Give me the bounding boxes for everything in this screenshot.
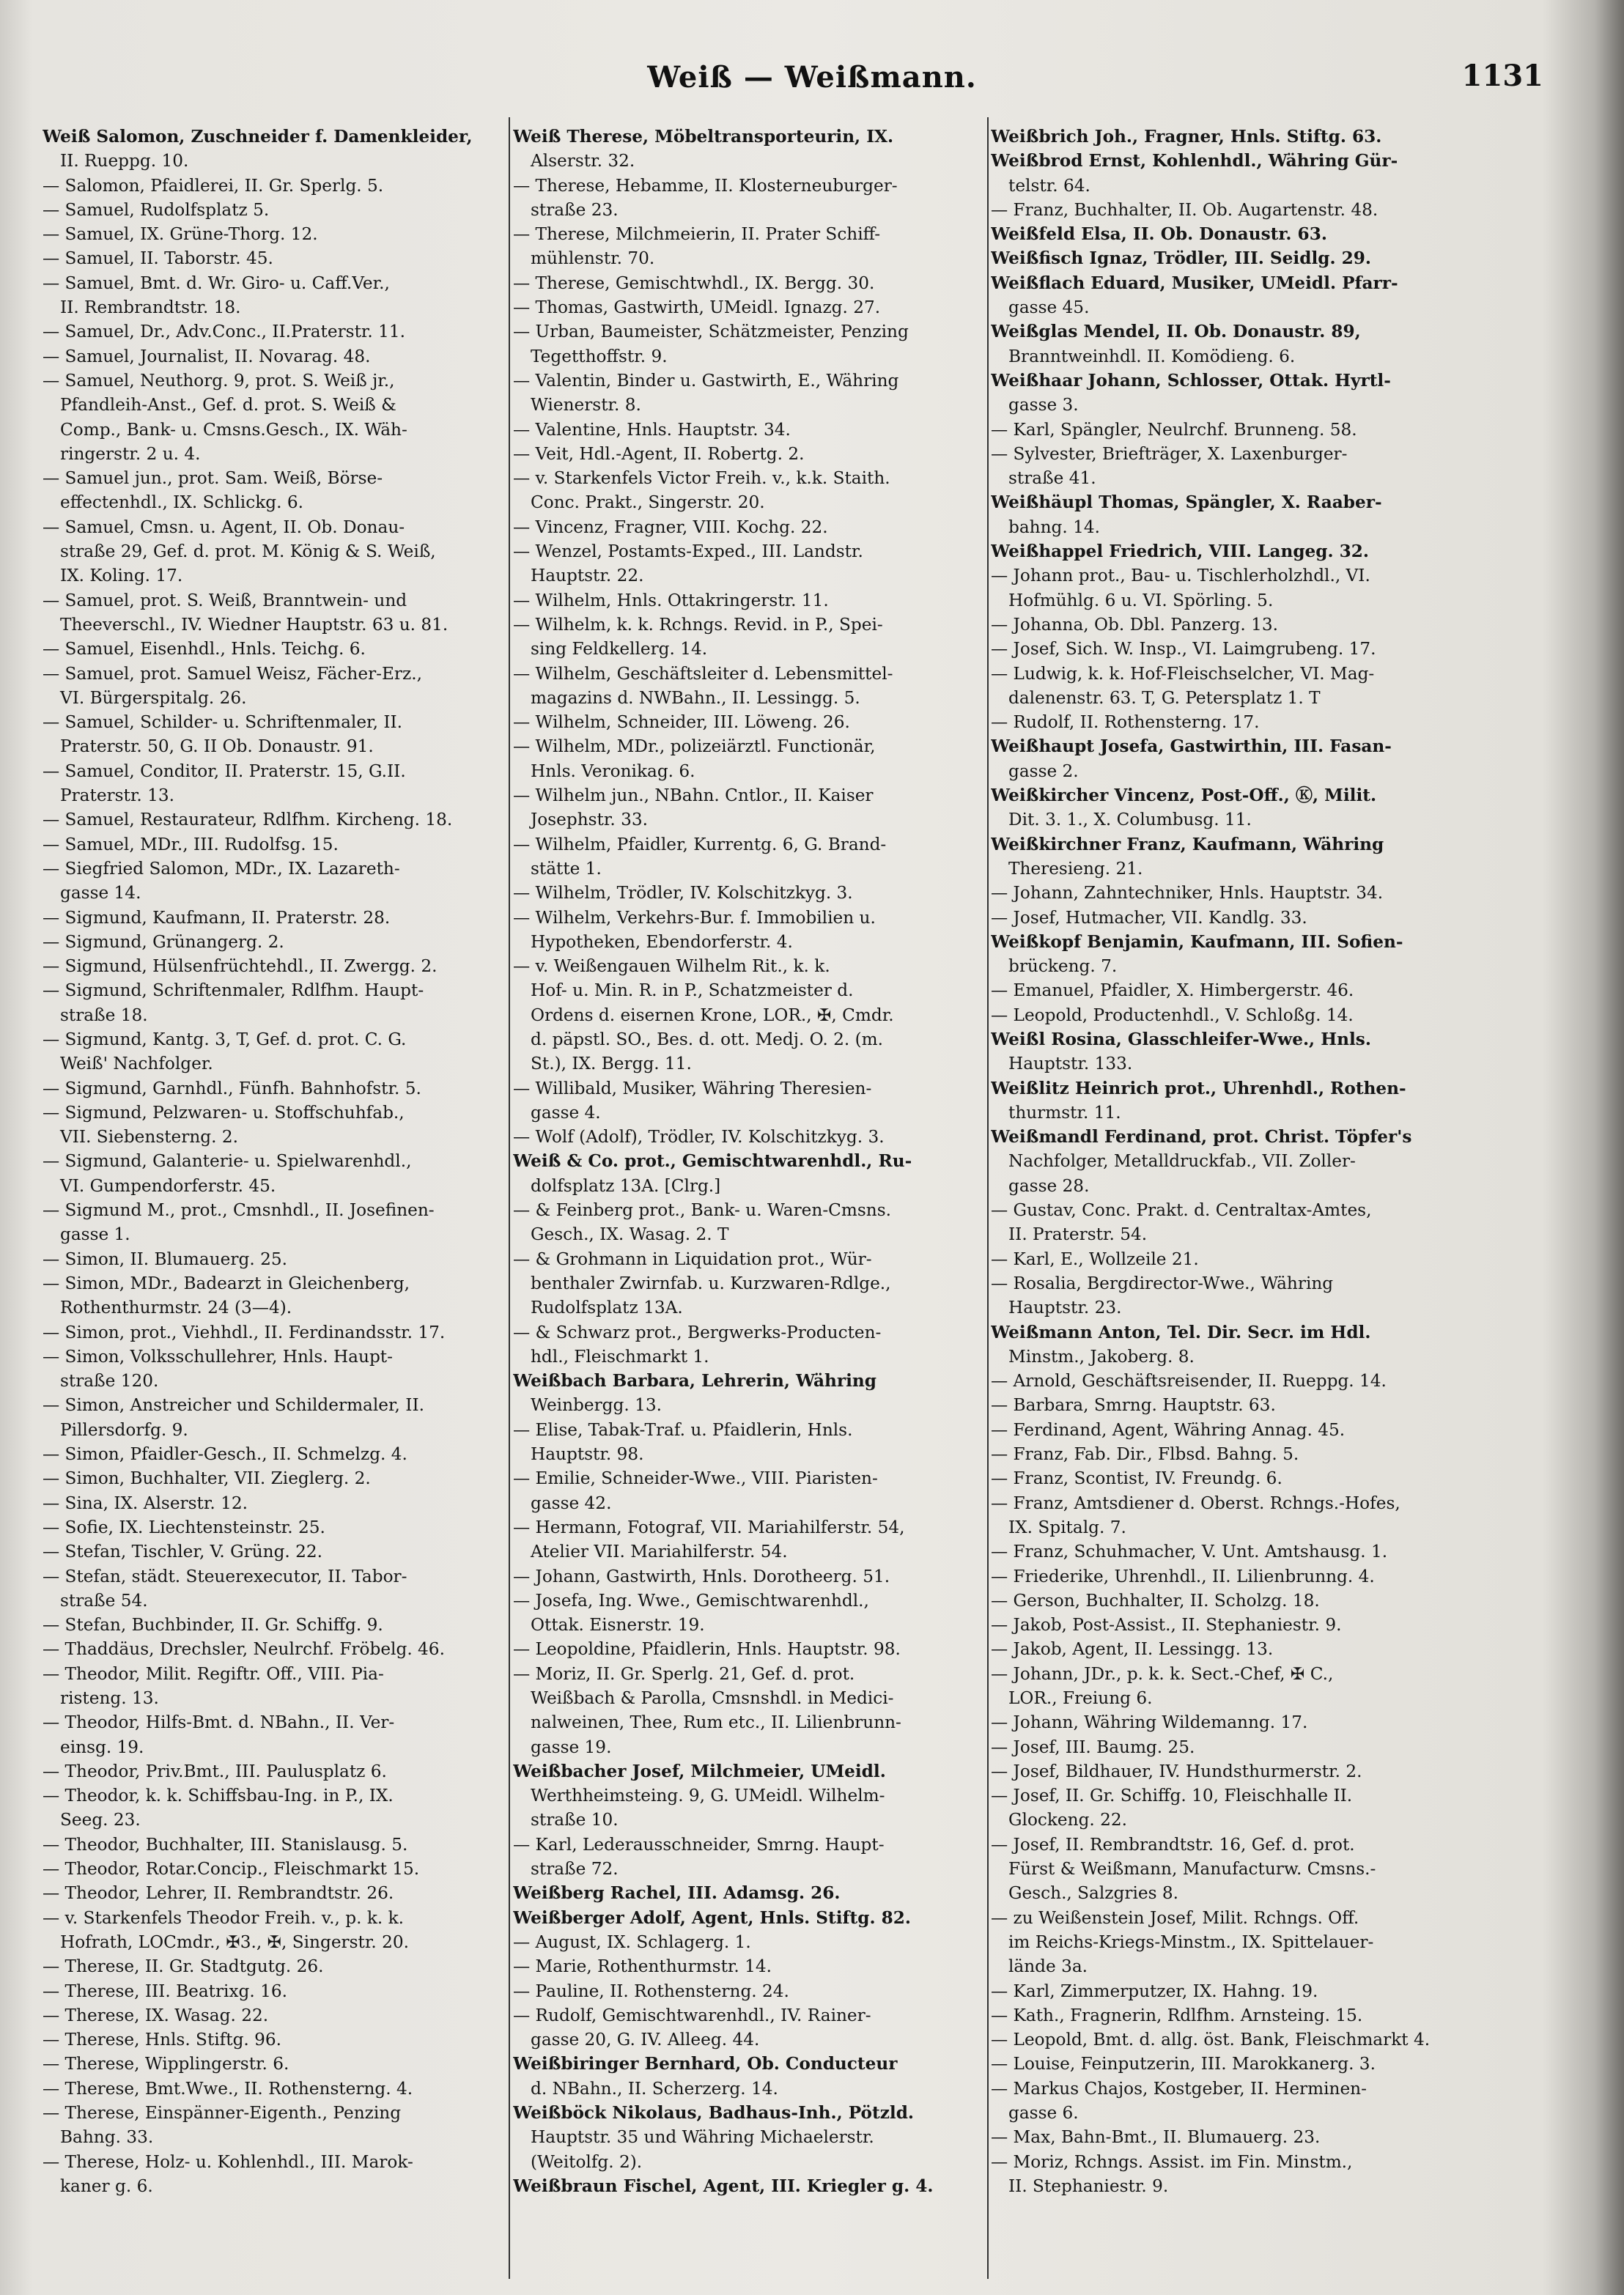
entry-continuation-line: d. NBahn., II. Scherzerg. 14. [531, 2078, 778, 2099]
entry-continuation-line: straße 72. [531, 1859, 619, 1880]
entry-continuation-line: Hofrath, LOCmdr., ✠3., ✠, Singerstr. 20. [60, 1932, 410, 1952]
entry-continuation-line: Hauptstr. 23. [1008, 1298, 1122, 1318]
entry-continuation-line: Wienerstr. 8. [531, 395, 641, 415]
entry-heading-line: Weißfisch Ignaz, Trödler, III. Seidlg. 29. [991, 248, 1371, 269]
entry-continuation-line: lände 3a. [1008, 1956, 1088, 1977]
entry-continuation-line: telstr. 64. [1008, 175, 1090, 196]
entry-line: — Gerson, Buchhalter, II. Scholzg. 18. [991, 1590, 1320, 1611]
entry-line: — Salomon, Pfaidlerei, II. Gr. Sperlg. 5. [43, 175, 384, 196]
entry-heading-line: Weißhäupl Thomas, Spängler, X. Raaber- [991, 492, 1382, 513]
entry-line: — Samuel, Bmt. d. Wr. Giro- u. Caff.Ver., [43, 273, 390, 293]
entry-heading-line: Weißkopf Benjamin, Kaufmann, III. Sofien- [991, 931, 1403, 952]
entry-line: — Theodor, Buchhalter, III. Stanislausg. 5. [43, 1834, 408, 1855]
entry-heading-line: Weißfeld Elsa, II. Ob. Donaustr. 63. [991, 224, 1327, 245]
entry-line: — Simon, prot., Viehhdl., II. Ferdinandsstr. 17. [43, 1322, 446, 1342]
entry-line: — Sigmund, Grünangerg. 2. [43, 931, 284, 952]
entry-line: — Urban, Baumeister, Schätzmeister, Penzing [513, 322, 909, 342]
entry-continuation-line: Hauptstr. 133. [1008, 1054, 1133, 1074]
entry-continuation-line: gasse 28. [1008, 1175, 1090, 1196]
entry-line: — Theodor, k. k. Schiffsbau-Ing. in P., IX. [43, 1786, 394, 1806]
entry-line: — Wolf (Adolf), Trödler, IV. Kolschitzkyg. 3. [513, 1127, 885, 1148]
entry-continuation-line: straße 41. [1008, 468, 1096, 489]
entry-line: — Rosalia, Bergdirector-Wwe., Währing [991, 1273, 1334, 1293]
entry-line: — Leopold, Productenhdl., V. Schloßg. 14. [991, 1005, 1354, 1025]
entry-continuation-line: Praterstr. 50, G. II Ob. Donaustr. 91. [60, 736, 374, 757]
entry-line: — Sina, IX. Alserstr. 12. [43, 1493, 248, 1513]
entry-line: — Leopold, Bmt. d. allg. öst. Bank, Fleischmarkt 4. [991, 2030, 1431, 2050]
entry-line: — Arnold, Geschäftsreisender, II. Rueppg. 14. [991, 1371, 1387, 1392]
entry-line: — Samuel, Conditor, II. Praterstr. 15, G.II. [43, 761, 406, 781]
entry-continuation-line: II. Rembrandtstr. 18. [60, 298, 241, 318]
entry-continuation-line: gasse 4. [531, 1102, 601, 1123]
entry-line: — Gustav, Conc. Prakt. d. Centraltax-Amtes, [991, 1200, 1372, 1221]
entry-line: — Wilhelm, Hnls. Ottakringerstr. 11. [513, 590, 829, 610]
entry-continuation-line: Gesch., Salzgries 8. [1008, 1883, 1178, 1904]
entry-line: — Stefan, städt. Steuerexecutor, II. Tabor- [43, 1566, 407, 1586]
entry-line: — Louise, Feinputzerin, III. Marokkanerg. 3. [991, 2054, 1376, 2074]
entry-continuation-line: IX. Spitalg. 7. [1008, 1517, 1126, 1537]
entry-continuation-line: Werthheimsteing. 9, G. UMeidl. Wilhelm- [531, 1786, 885, 1806]
entry-continuation-line: gasse 45. [1008, 298, 1090, 318]
entry-line: — Johann, Zahntechniker, Hnls. Hauptstr. 34. [991, 883, 1384, 903]
entry-line: — Rudolf, Gemischtwarenhdl., IV. Rainer- [513, 2005, 871, 2025]
entry-continuation-line: Glockeng. 22. [1008, 1810, 1128, 1830]
entry-line: — Samuel, II. Taborstr. 45. [43, 248, 273, 269]
entry-line: — Therese, Hnls. Stiftg. 96. [43, 2030, 282, 2050]
entry-line: — Therese, Milchmeierin, II. Prater Schiff- [513, 224, 881, 245]
entry-heading-line: Weißbiringer Bernhard, Ob. Conducteur [513, 2054, 898, 2074]
entry-continuation-line: effectenhdl., IX. Schlickg. 6. [60, 492, 303, 513]
entry-continuation-line: magazins d. NWBahn., II. Lessingg. 5. [531, 687, 860, 708]
entry-line: — Josef, Bildhauer, IV. Hundsthurmerstr. 2. [991, 1761, 1362, 1781]
entry-line: — Therese, Holz- u. Kohlenhdl., III. Marok- [43, 2151, 413, 2172]
entry-heading-line: Weißflach Eduard, Musiker, UMeidl. Pfarr- [991, 273, 1398, 293]
entry-line: — Elise, Tabak-Traf. u. Pfaidlerin, Hnls. [513, 1419, 853, 1440]
entry-heading-line: Weiß Salomon, Zuschneider f. Damenkleider, [43, 127, 473, 147]
entry-line: — Franz, Fab. Dir., Flbsd. Bahng. 5. [991, 1444, 1299, 1465]
entry-line: — Ferdinand, Agent, Währing Annag. 45. [991, 1419, 1346, 1440]
entry-continuation-line: Branntweinhdl. II. Komödieng. 6. [1008, 346, 1296, 366]
entry-continuation-line: gasse 1. [60, 1224, 130, 1245]
entry-heading-line: Weißkirchner Franz, Kaufmann, Währing [991, 834, 1384, 854]
entry-line: — Johann, JDr., p. k. k. Sect.-Chef, ✠ C., [991, 1663, 1334, 1684]
page-number: 1131 [1461, 59, 1543, 93]
entry-continuation-line: gasse 19. [531, 1737, 612, 1757]
entry-continuation-line: straße 18. [60, 1005, 148, 1025]
entry-continuation-line: Theresieng. 21. [1008, 858, 1143, 879]
entry-line: — August, IX. Schlagerg. 1. [513, 1932, 751, 1952]
entry-continuation-line: straße 120. [60, 1371, 159, 1392]
entry-line: — Stefan, Buchbinder, II. Gr. Schiffg. 9. [43, 1615, 383, 1636]
entry-line: — Sigmund, Hülsenfrüchtehdl., II. Zwergg. 2. [43, 956, 438, 977]
entry-line: — Jakob, Post-Assist., II. Stephaniestr. 9. [991, 1615, 1342, 1636]
entry-line: — Samuel jun., prot. Sam. Weiß, Börse- [43, 468, 383, 489]
entry-continuation-line: LOR., Freiung 6. [1008, 1688, 1153, 1708]
entry-line: — Kath., Fragnerin, Rdlfhm. Arnsteing. 15. [991, 2005, 1363, 2025]
entry-line: — Samuel, prot. S. Weiß, Branntwein- und [43, 590, 407, 610]
entry-line: — Valentine, Hnls. Hauptstr. 34. [513, 419, 791, 440]
entry-heading-line: Weiß Therese, Möbeltransporteurin, IX. [513, 127, 894, 147]
entry-line: — Josef, Hutmacher, VII. Kandlg. 33. [991, 907, 1307, 928]
entry-continuation-line: thurmstr. 11. [1008, 1102, 1121, 1123]
entry-line: — Samuel, Neuthorg. 9, prot. S. Weiß jr., [43, 370, 395, 391]
entry-line: — Ludwig, k. k. Hof-Fleischselcher, VI. Mag- [991, 663, 1375, 684]
entry-line: — Simon, Pfaidler-Gesch., II. Schmelzg. 4. [43, 1444, 407, 1465]
entry-line: — v. Weißengauen Wilhelm Rit., k. k. [513, 956, 830, 977]
directory-column-2 [513, 125, 989, 2198]
entry-line: — Wilhelm, Geschäftsleiter d. Lebensmittel- [513, 663, 893, 684]
entry-continuation-line: straße 29, Gef. d. prot. M. König & S. Weiß, [60, 542, 436, 562]
entry-line: — Johann prot., Bau- u. Tischlerholzhdl., VI. [991, 566, 1370, 586]
entry-line: — Siegfried Salomon, MDr., IX. Lazareth- [43, 858, 400, 879]
entry-continuation-line: Weinbergg. 13. [531, 1395, 662, 1416]
entry-continuation-line: VII. Siebensterng. 2. [60, 1127, 238, 1148]
entry-line: — Sigmund M., prot., Cmsnhdl., II. Josefinen- [43, 1200, 435, 1221]
entry-line: — Pauline, II. Rothensterng. 24. [513, 1981, 789, 2001]
entry-line: — Barbara, Smrng. Hauptstr. 63. [991, 1395, 1276, 1416]
entry-continuation-line: VI. Bürgerspitalg. 26. [60, 687, 247, 708]
entry-continuation-line: Weiß' Nachfolger. [60, 1054, 213, 1074]
entry-line: — Franz, Amtsdiener d. Oberst. Rchngs.-Hofes, [991, 1493, 1400, 1513]
entry-line: — Therese, Hebamme, II. Klosterneuburger- [513, 175, 898, 196]
entry-line: — Moriz, Rchngs. Assist. im Fin. Minstm., [991, 2151, 1353, 2172]
entry-line: — Sofie, IX. Liechtensteinstr. 25. [43, 1517, 325, 1537]
entry-line: — & Feinberg prot., Bank- u. Waren-Cmsns. [513, 1200, 892, 1221]
entry-continuation-line: bahng. 14. [1008, 517, 1100, 537]
entry-line: — Samuel, Rudolfsplatz 5. [43, 199, 270, 220]
entry-line: — Rudolf, II. Rothensterng. 17. [991, 712, 1260, 733]
entry-line: — Samuel, IX. Grüne-Thorg. 12. [43, 224, 318, 245]
entry-line: — Karl, Lederausschneider, Smrng. Haupt- [513, 1834, 885, 1855]
entry-line: — Therese, III. Beatrixg. 16. [43, 1981, 288, 2001]
entry-heading-line: Weißbrod Ernst, Kohlenhdl., Währing Gür- [991, 151, 1398, 171]
entry-line: — Franz, Scontist, IV. Freundg. 6. [991, 1468, 1282, 1489]
entry-heading-line: Weißmann Anton, Tel. Dir. Secr. im Hdl. [991, 1322, 1371, 1342]
entry-line: — Marie, Rothenthurmstr. 14. [513, 1956, 772, 1977]
entry-line: — Sigmund, Schriftenmaler, Rdlfhm. Haupt- [43, 980, 424, 1001]
entry-line: — v. Starkenfels Theodor Freih. v., p. k. k. [43, 1907, 405, 1928]
directory-column-3 [991, 125, 1460, 2198]
entry-line: — Sigmund, Kantg. 3, T, Gef. d. prot. C. G. [43, 1029, 407, 1049]
entry-heading-line: Weißmandl Ferdinand, prot. Christ. Töpfer's [991, 1127, 1412, 1148]
entry-line: — Johanna, Ob. Dbl. Panzerg. 13. [991, 614, 1278, 635]
entry-heading-line: Weißkircher Vincenz, Post-Off., Ⓚ, Milit. [991, 786, 1377, 806]
entry-continuation-line: im Reichs-Kriegs-Minstm., IX. Spittelauer- [1008, 1932, 1374, 1952]
entry-line: — Leopoldine, Pfaidlerin, Hnls. Hauptstr. 98. [513, 1639, 901, 1660]
entry-line: — Sigmund, Galanterie- u. Spielwarenhdl., [43, 1151, 412, 1172]
entry-continuation-line: kaner g. 6. [60, 2176, 153, 2196]
entry-continuation-line: Rudolfsplatz 13A. [531, 1298, 683, 1318]
entry-line: — Friederike, Uhrenhdl., II. Lilienbrunng. 4. [991, 1566, 1375, 1586]
entry-continuation-line: Theeverschl., IV. Wiedner Hauptstr. 63 u. 81. [60, 614, 449, 635]
entry-continuation-line: Minstm., Jakoberg. 8. [1008, 1346, 1195, 1367]
entry-continuation-line: St.), IX. Bergg. 11. [531, 1054, 692, 1074]
entry-line: — Josef, II. Gr. Schiffg. 10, Fleischhalle II. [991, 1786, 1353, 1806]
entry-line: — Vincenz, Fragner, VIII. Kochg. 22. [513, 517, 828, 537]
entry-line: — Theodor, Rotar.Concip., Fleischmarkt 15. [43, 1859, 420, 1880]
entry-continuation-line: Bahng. 33. [60, 2127, 154, 2148]
entry-line: — Therese, IX. Wasag. 22. [43, 2005, 269, 2025]
entry-line: — Johann, Währing Wildemanng. 17. [991, 1712, 1308, 1733]
entry-continuation-line: d. päpstl. SO., Bes. d. ott. Medj. O. 2. (m. [531, 1029, 883, 1049]
entry-line: — Wilhelm, Verkehrs-Bur. f. Immobilien u. [513, 907, 876, 928]
entry-line: — Samuel, Journalist, II. Novarag. 48. [43, 346, 371, 366]
entry-continuation-line: VI. Gumpendorferstr. 45. [60, 1175, 276, 1196]
entry-line: — & Grohmann in Liquidation prot., Wür- [513, 1249, 872, 1269]
entry-continuation-line: dolfsplatz 13A. [Clrg.] [531, 1175, 721, 1196]
entry-line: — Josef, II. Rembrandtstr. 16, Gef. d. prot. [991, 1834, 1355, 1855]
entry-continuation-line: nalweinen, Thee, Rum etc., II. Lilienbrunn- [531, 1712, 901, 1733]
entry-continuation-line: Hof- u. Min. R. in P., Schatzmeister d. [531, 980, 854, 1001]
entry-line: — Therese, Einspänner-Eigenth., Penzing [43, 2103, 402, 2124]
entry-line: — Samuel, Dr., Adv.Conc., II.Praterstr. 11. [43, 322, 406, 342]
entry-line: — Samuel, MDr., III. Rudolfsg. 15. [43, 834, 339, 854]
entry-line: — Max, Bahn-Bmt., II. Blumauerg. 23. [991, 2127, 1321, 2148]
entry-continuation-line: (Weitolfg. 2). [531, 2151, 643, 2172]
entry-line: — Wilhelm jun., NBahn. Cntlor., II. Kaiser [513, 786, 874, 806]
entry-heading-line: Weißbrich Joh., Fragner, Hnls. Stiftg. 63. [991, 127, 1382, 147]
entry-line: — Samuel, Schilder- u. Schriftenmaler, II. [43, 712, 403, 733]
entry-heading-line: Weißberg Rachel, III. Adamsg. 26. [513, 1883, 841, 1904]
entry-line: — Samuel, prot. Samuel Weisz, Fächer-Erz., [43, 663, 422, 684]
entry-continuation-line: gasse 6. [1008, 2103, 1079, 2124]
entry-line: — Wilhelm, Schneider, III. Löweng. 26. [513, 712, 850, 733]
entry-continuation-line: Ottak. Eisnerstr. 19. [531, 1615, 705, 1636]
entry-line: — Wilhelm, MDr., polizeiärztl. Functionär, [513, 736, 876, 757]
entry-continuation-line: Rothenthurmstr. 24 (3—4). [60, 1298, 292, 1318]
entry-line: — Moriz, II. Gr. Sperlg. 21, Gef. d. prot. [513, 1663, 855, 1684]
entry-continuation-line: Gesch., IX. Wasag. 2. T [531, 1224, 729, 1245]
entry-line: — Theodor, Hilfs-Bmt. d. NBahn., II. Ver- [43, 1712, 395, 1733]
entry-continuation-line: gasse 20, G. IV. Alleeg. 44. [531, 2030, 760, 2050]
entry-line: — Emilie, Schneider-Wwe., VIII. Piaristen- [513, 1468, 878, 1489]
entry-line: — Josef, Sich. W. Insp., VI. Laimgrubeng. 17. [991, 639, 1376, 659]
entry-continuation-line: Weißbach & Parolla, Cmsnshdl. in Medici- [531, 1688, 894, 1708]
entry-line: — Franz, Buchhalter, II. Ob. Augartenstr. 48. [991, 199, 1378, 220]
entry-continuation-line: stätte 1. [531, 858, 602, 879]
entry-line: — Therese, Wipplingerstr. 6. [43, 2054, 289, 2074]
entry-continuation-line: straße 54. [60, 1590, 148, 1611]
entry-line: — Karl, E., Wollzeile 21. [991, 1249, 1199, 1269]
entry-line: — Therese, Gemischtwhdl., IX. Bergg. 30. [513, 273, 875, 293]
book-spine-shadow [1595, 0, 1624, 2295]
entry-continuation-line: Hofmühlg. 6 u. VI. Spörling. 5. [1008, 590, 1274, 610]
entry-line: — Wenzel, Postamts-Exped., III. Landstr. [513, 542, 863, 562]
entry-line: — Josef, III. Baumg. 25. [991, 1737, 1195, 1757]
entry-heading-line: Weißhaupt Josefa, Gastwirthin, III. Fasan- [991, 736, 1392, 757]
page-title: Weiß — Weißmann. [647, 60, 977, 95]
entry-continuation-line: Seeg. 23. [60, 1810, 141, 1830]
entry-continuation-line: gasse 42. [531, 1493, 612, 1513]
entry-continuation-line: Josephstr. 33. [531, 810, 649, 830]
entry-heading-line: Weißglas Mendel, II. Ob. Donaustr. 89, [991, 322, 1361, 342]
entry-line: — Sylvester, Briefträger, X. Laxenburger- [991, 443, 1348, 464]
entry-line: — Franz, Schuhmacher, V. Unt. Amtshausg. 1. [991, 1542, 1388, 1562]
entry-continuation-line: hdl., Fleischmarkt 1. [531, 1346, 709, 1367]
entry-continuation-line: Alserstr. 32. [531, 151, 635, 171]
entry-line: — Hermann, Fotograf, VII. Mariahilferstr. 54, [513, 1517, 905, 1537]
entry-heading-line: Weißbacher Josef, Milchmeier, UMeidl. [513, 1761, 886, 1781]
entry-line: — Simon, Buchhalter, VII. Zieglerg. 2. [43, 1468, 371, 1489]
entry-continuation-line: ringerstr. 2 u. 4. [60, 443, 201, 464]
entry-line: — Veit, Hdl.-Agent, II. Robertg. 2. [513, 443, 805, 464]
entry-line: — Thaddäus, Drechsler, Neulrchf. Fröbelg. 46. [43, 1639, 445, 1660]
entry-continuation-line: einsg. 19. [60, 1737, 144, 1757]
entry-continuation-line: dalenenstr. 63. T, G. Petersplatz 1. T [1008, 687, 1321, 708]
entry-continuation-line: Ordens d. eisernen Krone, LOR., ✠, Cmdr. [531, 1005, 894, 1025]
entry-continuation-line: Hnls. Veronikag. 6. [531, 761, 695, 781]
entry-continuation-line: II. Stephaniestr. 9. [1008, 2176, 1169, 2196]
entry-continuation-line: benthaler Zwirnfab. u. Kurzwaren-Rdlge., [531, 1273, 891, 1293]
entry-line: — Simon, II. Blumauerg. 25. [43, 1249, 287, 1269]
entry-line: — Simon, Anstreicher und Schildermaler, II. [43, 1395, 424, 1416]
entry-continuation-line: Pfandleih-Anst., Gef. d. prot. S. Weiß & [60, 395, 396, 415]
entry-line: — Stefan, Tischler, V. Grüng. 22. [43, 1542, 323, 1562]
entry-heading-line: Weißbraun Fischel, Agent, III. Kriegler g. 4. [513, 2176, 934, 2196]
entry-line: — Josefa, Ing. Wwe., Gemischtwarenhdl., [513, 1590, 869, 1611]
entry-line: — Johann, Gastwirth, Hnls. Dorotheerg. 51. [513, 1566, 890, 1586]
entry-continuation-line: gasse 14. [60, 883, 141, 903]
entry-line: — Samuel, Restaurateur, Rdlfhm. Kircheng. 18. [43, 810, 453, 830]
entry-line: — Thomas, Gastwirth, UMeidl. Ignazg. 27. [513, 298, 881, 318]
entry-heading-line: Weißbach Barbara, Lehrerin, Währing [513, 1371, 876, 1392]
entry-continuation-line: gasse 2. [1008, 761, 1079, 781]
entry-continuation-line: Tegetthoffstr. 9. [531, 346, 668, 366]
entry-heading-line: Weißhappel Friedrich, VIII. Langeg. 32. [991, 542, 1369, 562]
entry-line: — Sigmund, Garnhdl., Fünfh. Bahnhofstr. 5. [43, 1078, 421, 1098]
entry-line: — Theodor, Lehrer, II. Rembrandtstr. 26. [43, 1883, 394, 1904]
entry-heading-line: Weißl Rosina, Glasschleifer-Wwe., Hnls. [991, 1029, 1371, 1049]
entry-continuation-line: Comp., Bank- u. Cmsns.Gesch., IX. Wäh- [60, 419, 407, 440]
entry-continuation-line: Hauptstr. 98. [531, 1444, 644, 1465]
entry-continuation-line: gasse 3. [1008, 395, 1079, 415]
entry-continuation-line: Hypotheken, Ebendorferstr. 4. [531, 931, 793, 952]
entry-continuation-line: IX. Koling. 17. [60, 566, 183, 586]
entry-heading-line: Weiß & Co. prot., Gemischtwarenhdl., Ru- [513, 1151, 912, 1172]
entry-line: — Simon, MDr., Badearzt in Gleichenberg, [43, 1273, 410, 1293]
entry-continuation-line: II. Praterstr. 54. [1008, 1224, 1148, 1245]
entry-line: — Therese, II. Gr. Stadtgutg. 26. [43, 1956, 324, 1977]
entry-line: — Willibald, Musiker, Währing Theresien- [513, 1078, 872, 1098]
entry-heading-line: Weißberger Adolf, Agent, Hnls. Stiftg. 82. [513, 1907, 911, 1928]
entry-continuation-line: risteng. 13. [60, 1688, 159, 1708]
entry-line: — Simon, Volksschullehrer, Hnls. Haupt- [43, 1346, 393, 1367]
entry-line: — Valentin, Binder u. Gastwirth, E., Währing [513, 370, 899, 391]
entry-continuation-line: straße 10. [531, 1810, 619, 1830]
entry-line: — Theodor, Milit. Regiftr. Off., VIII. Pia- [43, 1663, 384, 1684]
entry-line: — Wilhelm, Trödler, IV. Kolschitzkyg. 3. [513, 883, 853, 903]
entry-line: — v. Starkenfels Victor Freih. v., k.k. Staith. [513, 468, 890, 489]
column-divider [509, 117, 510, 2279]
entry-line: — Jakob, Agent, II. Lessingg. 13. [991, 1639, 1274, 1660]
entry-continuation-line: Hauptstr. 22. [531, 566, 644, 586]
entry-line: — Therese, Bmt.Wwe., II. Rothensterng. 4. [43, 2078, 413, 2099]
entry-continuation-line: brückeng. 7. [1008, 956, 1118, 977]
entry-continuation-line: mühlenstr. 70. [531, 248, 655, 269]
entry-continuation-line: Dit. 3. 1., X. Columbusg. 11. [1008, 810, 1252, 830]
entry-continuation-line: Atelier VII. Mariahilferstr. 54. [531, 1542, 788, 1562]
entry-line: — Karl, Zimmerputzer, IX. Hahng. 19. [991, 1981, 1318, 2001]
entry-continuation-line: Nachfolger, Metalldruckfab., VII. Zoller- [1008, 1151, 1356, 1172]
entry-line: — Emanuel, Pfaidler, X. Himbergerstr. 46. [991, 980, 1354, 1001]
entry-continuation-line: Pillersdorfg. 9. [60, 1419, 188, 1440]
entry-continuation-line: II. Rueppg. 10. [60, 151, 189, 171]
entry-continuation-line: straße 23. [531, 199, 619, 220]
entry-line: — Wilhelm, Pfaidler, Kurrentg. 6, G. Brand- [513, 834, 887, 854]
entry-line: — & Schwarz prot., Bergwerks-Producten- [513, 1322, 882, 1342]
entry-line: — Markus Chajos, Kostgeber, II. Herminen- [991, 2078, 1367, 2099]
entry-line: — Sigmund, Kaufmann, II. Praterstr. 28. [43, 907, 391, 928]
directory-column-1 [43, 125, 509, 2198]
entry-line: — Samuel, Eisenhdl., Hnls. Teichg. 6. [43, 639, 366, 659]
entry-line: — Wilhelm, k. k. Rchngs. Revid. in P., Spei- [513, 614, 883, 635]
entry-line: — zu Weißenstein Josef, Milit. Rchngs. Off. [991, 1907, 1359, 1928]
entry-continuation-line: Fürst & Weißmann, Manufacturw. Cmsns.- [1008, 1859, 1376, 1880]
entry-heading-line: Weißböck Nikolaus, Badhaus-Inh., Pötzld. [513, 2103, 914, 2124]
entry-continuation-line: sing Feldkellerg. 14. [531, 639, 708, 659]
entry-heading-line: Weißhaar Johann, Schlosser, Ottak. Hyrtl- [991, 370, 1391, 391]
entry-line: — Samuel, Cmsn. u. Agent, II. Ob. Donau- [43, 517, 405, 537]
entry-continuation-line: Conc. Prakt., Singerstr. 20. [531, 492, 765, 513]
entry-line: — Sigmund, Pelzwaren- u. Stoffschuhfab., [43, 1102, 405, 1123]
entry-heading-line: Weißlitz Heinrich prot., Uhrenhdl., Rothen- [991, 1078, 1406, 1098]
entry-continuation-line: Praterstr. 13. [60, 786, 175, 806]
entry-line: — Karl, Spängler, Neulrchf. Brunneng. 58. [991, 419, 1357, 440]
entry-continuation-line: Hauptstr. 35 und Währing Michaelerstr. [531, 2127, 874, 2148]
entry-line: — Theodor, Priv.Bmt., III. Paulusplatz 6. [43, 1761, 387, 1781]
